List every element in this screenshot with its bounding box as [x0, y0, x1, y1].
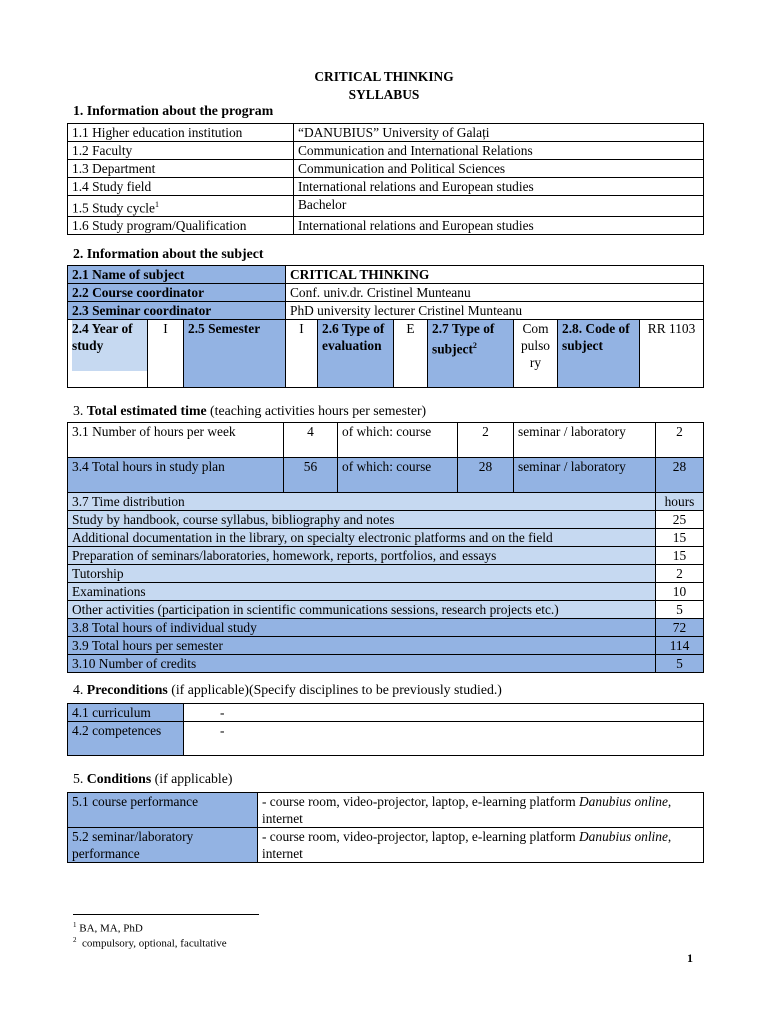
- time-table: [67, 422, 704, 673]
- document-subtitle: SYLLABUS: [348, 87, 420, 102]
- table-row: 3.9 Total hours per semester 114: [68, 637, 704, 655]
- program-info-table: [67, 123, 704, 235]
- table-row: 4.1 curriculum -: [68, 704, 704, 722]
- table-row: Examinations 10: [68, 583, 704, 601]
- table-row: 3.8 Total hours of individual study 72: [68, 619, 704, 637]
- table-row: Study by handbook, course syllabus, bibliography and notes 25: [68, 511, 704, 529]
- table-row: 1.5 Study cycle$^1$ Bachelor: [68, 196, 704, 217]
- section-3-heading: 3. Total estimated time (teaching activities hours per semester): [73, 403, 427, 418]
- table-row: 5.1 course performance - course room, video-projector, laptop, e-learning platform Danubius online, internet: [68, 793, 704, 828]
- table-row: 2.1 Name of subject CRITICAL THINKING: [68, 266, 704, 284]
- preconditions-table: [67, 703, 704, 756]
- section-2-heading: 2. Information about the subject: [73, 246, 264, 261]
- table-row: 5.2 seminar/laboratory performance - course room, video-projector, laptop, e-learning platform Danubius online, internet: [68, 828, 704, 863]
- table-row: 1.2 Faculty Communication and International Relations: [68, 142, 704, 160]
- table-row: 3.1 Number of hours per week 4 of which: course 2 seminar / laboratory 2: [68, 423, 704, 458]
- table-row: 2.2 Course coordinator Conf. univ.dr. Cristinel Munteanu: [68, 284, 704, 302]
- table-row: Other activities (participation in scientific communications sessions, research projects etc.) 5: [68, 601, 704, 619]
- section-5-heading: 5. Conditions (if applicable): [73, 771, 233, 786]
- section-1-heading: 1. Information about the program: [73, 103, 274, 118]
- document-title: CRITICAL THINKING: [314, 69, 454, 84]
- table-row: Tutorship 2: [68, 565, 704, 583]
- table-row: 4.2 competences -: [68, 722, 704, 756]
- table-row: 3.4 Total hours in study plan 56 of which: course 28 seminar / laboratory 28: [68, 458, 704, 493]
- table-row: Additional documentation in the library, on specialty electronic platforms and on the field 15: [68, 529, 704, 547]
- page-number: 1: [687, 951, 693, 965]
- table-row: 3.10 Number of credits 5: [68, 655, 704, 673]
- footnote-separator: [73, 914, 259, 915]
- footnote-ref: 1: [154, 200, 159, 209]
- footnote-2: $^2$ compulsory, optional, facultative: [73, 936, 227, 950]
- table-row: 1.1 Higher education institution “DANUBIUS” University of Galați: [68, 124, 704, 142]
- table-row: 2.4 Year of study I 2.5 Semester I 2.6 Type of evaluation E 2.7 Type of subject$^2$ Compulsory 2.8. Code of subject RR 1103: [68, 320, 704, 388]
- subject-info-table: [67, 265, 704, 388]
- table-row: 3.7 Time distribution hours: [68, 493, 704, 511]
- footnote-ref: 2: [472, 341, 477, 350]
- footnote-1: $^1$ BA, MA, PhD: [73, 921, 143, 935]
- section-4-heading: 4. Preconditions (if applicable)(Specify disciplines to be previously studied.): [73, 682, 502, 697]
- table-row: 1.4 Study field International relations and European studies: [68, 178, 704, 196]
- conditions-table: [67, 792, 704, 863]
- table-row: Preparation of seminars/laboratories, homework, reports, portfolios, and essays 15: [68, 547, 704, 565]
- table-row: 2.3 Seminar coordinator PhD university lecturer Cristinel Munteanu: [68, 302, 704, 320]
- table-row: 1.3 Department Communication and Political Sciences: [68, 160, 704, 178]
- table-row: 1.6 Study program/Qualification International relations and European studies: [68, 217, 704, 235]
